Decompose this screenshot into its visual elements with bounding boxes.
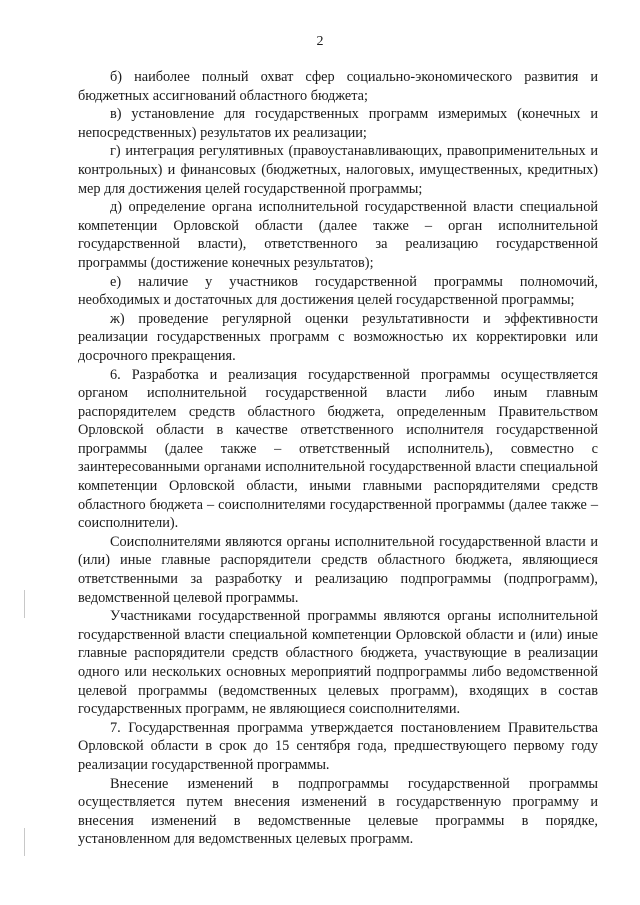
document-body bbox=[78, 68, 598, 849]
paragraph-participants: Участниками государственной программы являются органы исполнительной государственной власти специальной компетенции Орловской области и (или) иные главные распорядители средств областного бюджета, участвующие в реализации одного или нескольких основных мероприятий подпрограммы либо ведомственной целевой программы (ведомственных целевых программ), входящих в состав государственных программ, не являющиеся соисполнителями. bbox=[78, 608, 598, 718]
page-number: 2 bbox=[316, 34, 324, 49]
paragraph-item-d: д) определение органа исполнительной государственной власти специальной компетенции Орловской области (далее также – орган исполнительной государственной власти), ответственного за реализацию государственной программы (достижение конечных результатов); bbox=[78, 199, 598, 271]
scan-margin-mark bbox=[24, 590, 25, 618]
paragraph-section-7: 7. Государственная программа утверждается постановлением Правительства Орловской области в срок до 15 сентября года, предшествующего первому году реализации государственной программы. bbox=[78, 719, 598, 773]
paragraph-item-e: е) наличие у участников государственной программы полномочий, необходимых и достаточных для достижения целей государственной программы; bbox=[78, 273, 598, 309]
paragraph-item-v: в) установление для государственных программ измеримых (конечных и непосредственных) результатов их реализации; bbox=[78, 106, 598, 141]
paragraph-item-g: г) интеграция регулятивных (правоустанавливающих, правоприменительных и контрольных) и финансовых (бюджетных, налоговых, имущественных, кредитных) мер для достижения целей государственной программы; bbox=[78, 143, 598, 197]
paragraph-section-6: 6. Разработка и реализация государственной программы осуществляется органом исполнительной государственной власти либо иным главным распорядителем средств областного бюджета, определенным Правительством Орловской области в качестве ответственного исполнителя государственной программы (далее также – ответственный исполнитель), совместно с заинтересованными органами исполнительной государственной власти специальной компетенции Орловской области, иными главными распорядителями средств областного бюджета – соисполнителями государственной программы (далее также – соисполнители). bbox=[78, 366, 598, 532]
paragraph-item-zh: ж) проведение регулярной оценки результативности и эффективности реализации государственных программ с возможностью их корректировки или досрочного прекращения. bbox=[78, 310, 598, 364]
paragraph-amendments: Внесение изменений в подпрограммы государственной программы осуществляется путем внесения изменений в государственную программу и внесения изменений в ведомственные целевые программы в порядке, установленном для ведомственных целевых программ. bbox=[78, 775, 598, 848]
scan-margin-mark bbox=[24, 828, 25, 856]
paragraph-item-b: б) наиболее полный охват сфер социально-экономического развития и бюджетных ассигнований областного бюджета; bbox=[78, 69, 598, 104]
paragraph-co-executors: Соисполнителями являются органы исполнительной государственной власти и (или) иные главные распорядители средств областного бюджета, являющиеся ответственными за разработку и реализацию подпрограммы (подпрограмм), ведомственной целевой программы. bbox=[78, 533, 598, 606]
